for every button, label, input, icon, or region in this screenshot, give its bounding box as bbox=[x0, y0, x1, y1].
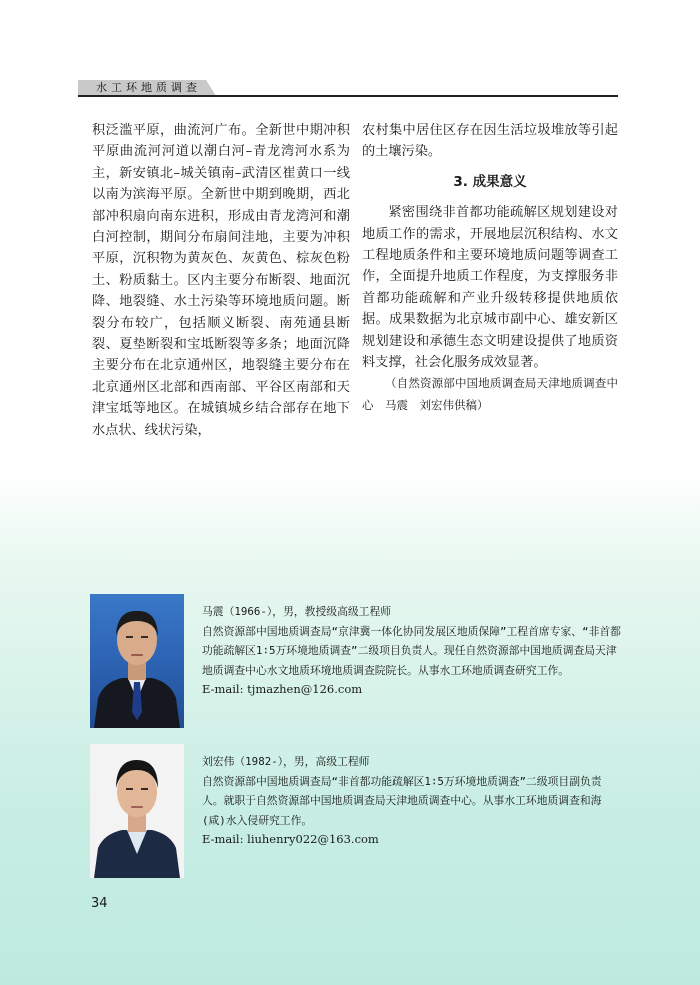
right-column bbox=[362, 120, 618, 416]
right-column-intro: 农村集中居住区存在因生活垃圾堆放等引起的土壤污染。 bbox=[362, 123, 618, 160]
author-photo-2 bbox=[90, 744, 184, 878]
page-number: 34 bbox=[91, 896, 108, 911]
bio-email: E-mail: tjmazhen@126.com bbox=[202, 682, 363, 696]
bio-email: E-mail: liuhenry022@163.com bbox=[202, 832, 379, 846]
bio-body: 自然资源部中国地质调查局“非首都功能疏解区1∶5万环境地质调查”二级项目副负责人。就职于自然资源部中国地质调查局天津地质调查中心。从事水工环地质调查和海(咸)水入侵研究工作。 bbox=[202, 774, 602, 827]
bio-header: 马震（1966-），男，教授级高级工程师 bbox=[202, 605, 392, 618]
section-heading: 3. 成果意义 bbox=[453, 173, 527, 190]
left-column bbox=[92, 120, 350, 441]
bio-text-2 bbox=[202, 752, 622, 850]
bio-body: 自然资源部中国地质调查局“京津冀一体化协同发展区地质保障”工程首席专家、“非首都功能疏解区1∶5万环境地质调查”二级项目负责人。现任自然资源部中国地质调查局天津地质调查中心水文地质环境地质调查院院长。从事水工环地质调查研究工作。 bbox=[202, 624, 621, 677]
section-body: 紧密围绕非首都功能疏解区规划建设对地质工作的需求，开展地层沉积结构、水文工程地质条件和主要环境地质问题等调查工作，全面提升地质工作程度，为支撑服务非首都功能疏解和产业升级转移提供地质依据。成果数据为北京城市副中心、雄安新区规划建设和承德生态文明建设提供了地质资料支撑，社会化服务成效显著。 bbox=[362, 205, 618, 371]
author-bio-2 bbox=[90, 744, 630, 884]
header-rule bbox=[78, 95, 618, 97]
bio-text-1 bbox=[202, 602, 622, 700]
author-photo-1 bbox=[90, 594, 184, 728]
running-header bbox=[78, 80, 618, 96]
author-bio-1 bbox=[90, 594, 630, 734]
header-title: 水工环地质调查 bbox=[96, 81, 201, 94]
left-column-text: 积泛滥平原，曲流河广布。全新世中期冲积平原曲流河河道以潮白河–青龙湾河水系为主，新安镇北–城关镇南–武清区崔黄口一线以南为滨海平原。全新世中期到晚期，西北部冲积扇向南东进积，形成由青龙湾河和潮白河控制，期间分布扇间洼地，主要为冲积平原，沉积物为黄灰色、灰黄色、棕灰色粉土、粉质黏土。区内主要分布断裂、地面沉降、地裂缝、水土污染等环境地质问题。断裂分布较广，包括顺义断裂、南苑通县断裂、夏垫断裂和宝坻断裂等多条；地面沉降主要分布在北京通州区，地裂缝主要分布在北京通州区北部和西南部、平谷区南部和天津宝坻等地区。在城镇城乡结合部存在地下水点状、线状污染， bbox=[92, 123, 350, 438]
contributor-credit: （自然资源部中国地质调查局天津地质调查中心 马震 刘宏伟供稿） bbox=[362, 376, 618, 412]
bio-header: 刘宏伟（1982-），男，高级工程师 bbox=[202, 755, 370, 768]
